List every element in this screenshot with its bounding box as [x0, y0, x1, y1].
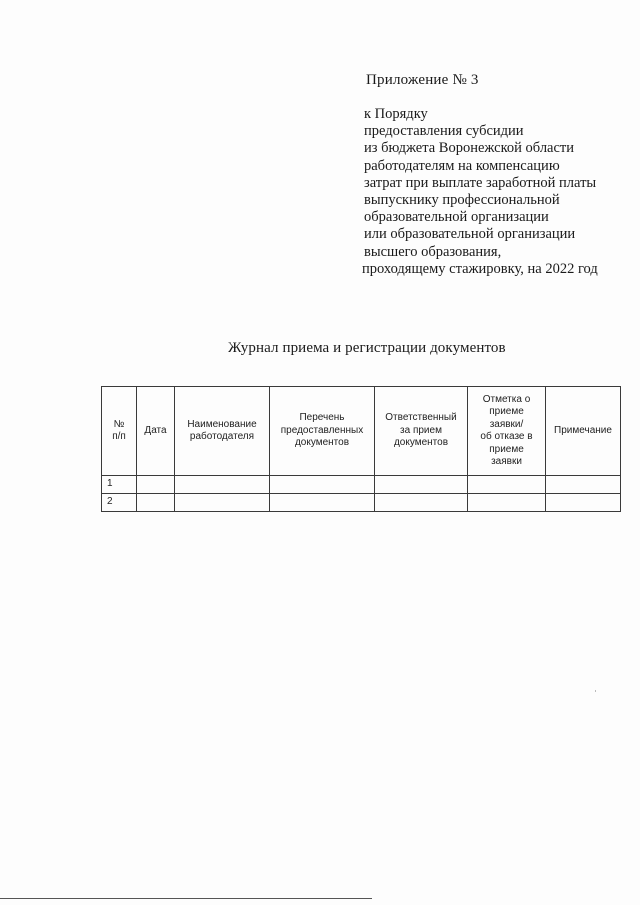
- appendix-line: образовательной организации: [364, 209, 549, 226]
- column-header-responsible: [375, 387, 468, 476]
- appendix-line: высшего образования,: [364, 243, 502, 260]
- column-header-employer: [175, 387, 270, 476]
- appendix-line: затрат при выплате заработной платы: [364, 174, 597, 191]
- table-cell: [468, 494, 546, 512]
- table-cell: [175, 476, 270, 494]
- table-cell: 2: [102, 494, 137, 512]
- table-cell: [468, 476, 546, 494]
- header-text: Перечень предоставленных документов: [280, 412, 364, 449]
- table-row: [102, 494, 621, 512]
- table-cell: [546, 494, 621, 512]
- footer-divider: [0, 898, 372, 899]
- header-text: Отметка о приеме заявки/ об отказе в приеме заявки: [480, 393, 533, 467]
- column-header-documents: [270, 387, 375, 476]
- table-cell: 1: [102, 476, 137, 494]
- column-header-number: [102, 387, 137, 476]
- table-cell: [270, 494, 375, 512]
- appendix-line: к Порядку: [364, 106, 428, 122]
- appendix-title: Приложение № 3: [366, 72, 479, 88]
- journal-title: Журнал приема и регистрации документов: [228, 340, 506, 356]
- table-cell: [375, 476, 468, 494]
- header-text: Наименование работодателя: [187, 418, 257, 442]
- appendix-line: предоставления субсидии: [364, 123, 524, 140]
- appendix-line: проходящему стажировку, на 2022 год: [362, 260, 598, 277]
- column-header-mark: [468, 387, 546, 476]
- registration-table: [101, 386, 621, 512]
- appendix-line: из бюджета Воронежской области: [364, 140, 575, 157]
- table-row: [102, 476, 621, 494]
- header-text: Ответственный за прием документов: [385, 412, 457, 449]
- table-header-row: [102, 387, 621, 476]
- column-header-note: [546, 387, 621, 476]
- appendix-line: или образовательной организации: [364, 226, 576, 243]
- appendix-subtitle: [364, 106, 598, 278]
- column-header-date: [137, 387, 175, 476]
- table-cell: [137, 476, 175, 494]
- header-text: Дата: [144, 424, 167, 436]
- header-text: № п/п: [112, 418, 126, 442]
- table-cell: [175, 494, 270, 512]
- appendix-line: работодателям на компенсацию: [364, 157, 560, 174]
- table-cell: [137, 494, 175, 512]
- header-text: Примечание: [554, 424, 612, 436]
- table-cell: [375, 494, 468, 512]
- table-cell: [270, 476, 375, 494]
- table-cell: [546, 476, 621, 494]
- appendix-line: выпускнику профессиональной: [364, 192, 560, 209]
- scan-speck: [595, 690, 596, 692]
